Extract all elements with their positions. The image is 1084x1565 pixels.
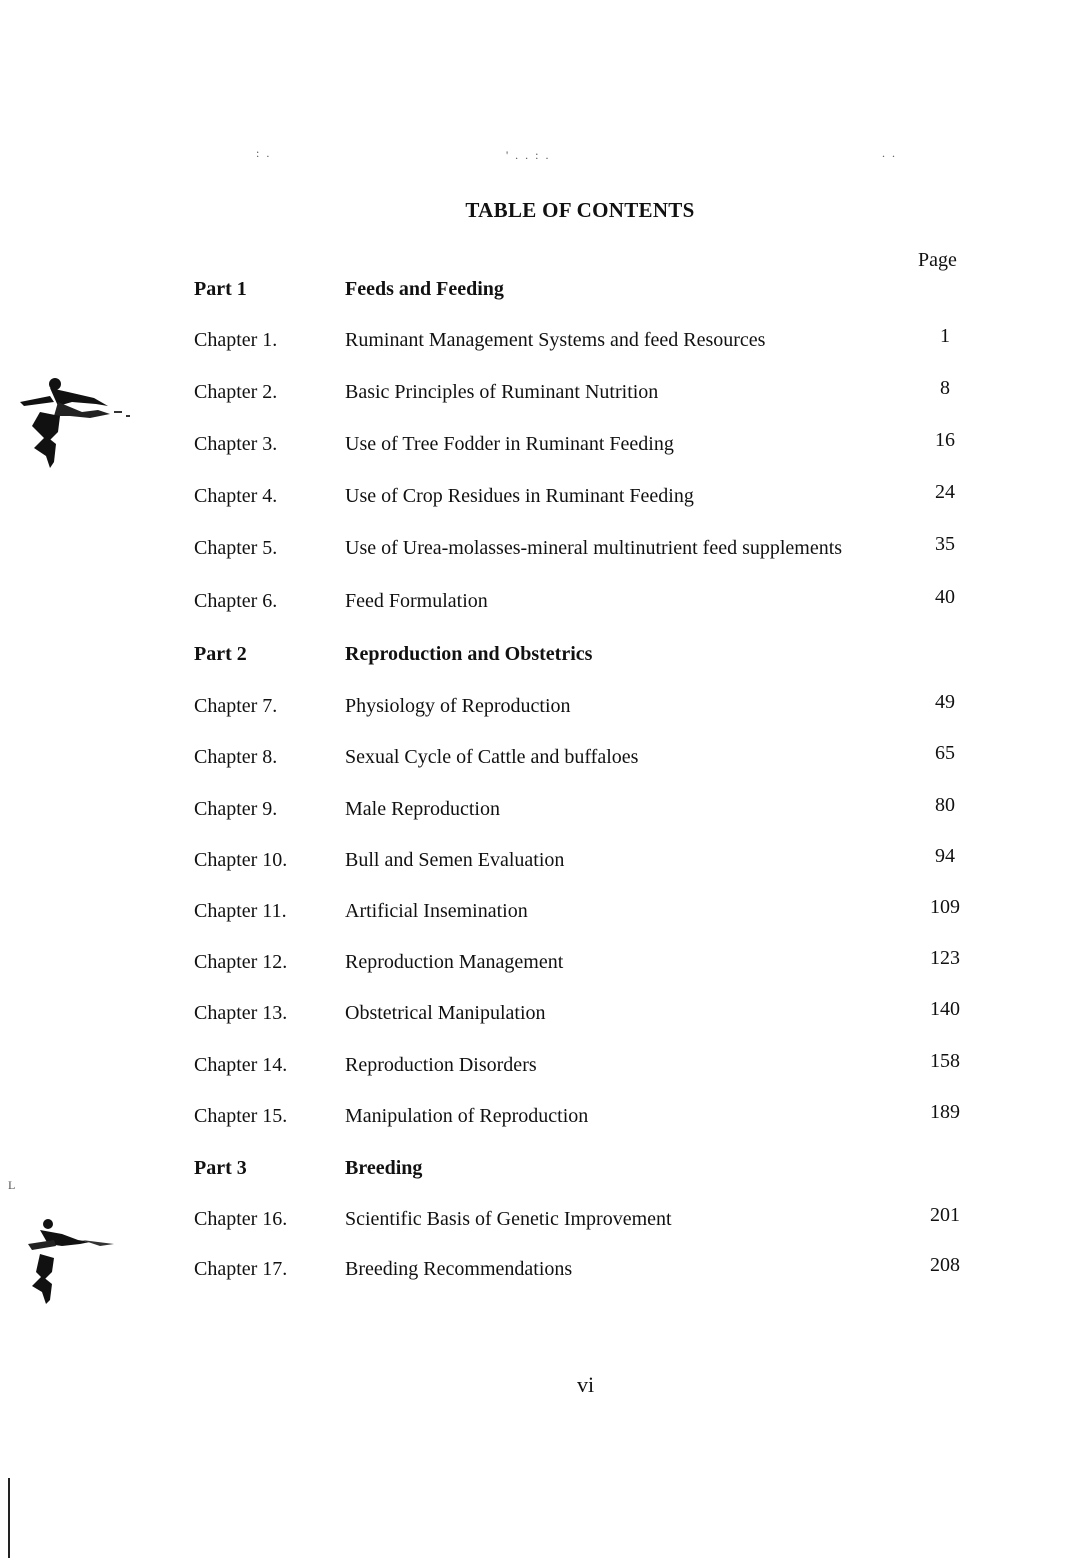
toc-chapter-row xyxy=(0,429,1084,463)
page-number: 158 xyxy=(930,1050,960,1072)
part-label: Part 2 xyxy=(194,643,247,665)
page-number: 49 xyxy=(935,691,955,713)
chapter-title: Use of Crop Residues in Ruminant Feeding xyxy=(345,485,694,507)
toc-chapter-row xyxy=(0,325,1084,359)
scan-speck: . . xyxy=(882,146,897,160)
chapter-label: Chapter 16. xyxy=(194,1208,288,1230)
chapter-title: Physiology of Reproduction xyxy=(345,695,571,717)
chapter-title: Use of Urea-molasses-mineral multinutrient feed supplements xyxy=(345,537,843,559)
chapter-title: Obstetrical Manipulation xyxy=(345,1002,546,1024)
chapter-label: Chapter 17. xyxy=(194,1258,288,1280)
chapter-label: Chapter 9. xyxy=(194,798,278,820)
page-number: 140 xyxy=(930,998,960,1020)
toc-chapter-row xyxy=(0,1101,1084,1135)
part-title: Breeding xyxy=(345,1157,423,1179)
chapter-title: Reproduction Management xyxy=(345,951,564,973)
page-number: 40 xyxy=(935,586,955,608)
chapter-label: Chapter 10. xyxy=(194,849,288,871)
part-label: Part 1 xyxy=(194,278,247,300)
chapter-label: Chapter 7. xyxy=(194,695,278,717)
chapter-label: Chapter 8. xyxy=(194,746,278,768)
part-label: Part 3 xyxy=(194,1157,247,1179)
toc-part-row xyxy=(0,278,1084,308)
toc-chapter-row xyxy=(0,1254,1084,1288)
chapter-label: Chapter 3. xyxy=(194,433,278,455)
page-footer-number: vi xyxy=(577,1372,595,1397)
toc-part-row xyxy=(0,1157,1084,1187)
toc-chapter-row xyxy=(0,1204,1084,1238)
chapter-title: Ruminant Management Systems and feed Resources xyxy=(345,329,766,351)
chapter-title: Scientific Basis of Genetic Improvement xyxy=(345,1208,672,1230)
page-number: 94 xyxy=(935,845,955,867)
page-number: 123 xyxy=(930,947,960,969)
scan-speck: : . xyxy=(256,146,272,160)
scan-speck: L xyxy=(8,1178,18,1192)
chapter-label: Chapter 4. xyxy=(194,485,278,507)
chapter-title: Basic Principles of Ruminant Nutrition xyxy=(345,381,659,403)
chapter-label: Chapter 5. xyxy=(194,537,278,559)
toc-chapter-row xyxy=(0,481,1084,515)
chapter-title: Manipulation of Reproduction xyxy=(345,1105,589,1127)
page-number: 35 xyxy=(935,533,955,555)
chapter-title: Use of Tree Fodder in Ruminant Feeding xyxy=(345,433,674,455)
chapter-label: Chapter 2. xyxy=(194,381,278,403)
part-title: Feeds and Feeding xyxy=(345,278,504,300)
page-number: 65 xyxy=(935,742,955,764)
toc-chapter-row xyxy=(0,998,1084,1032)
toc-chapter-row xyxy=(0,533,1084,567)
toc-part-row xyxy=(0,643,1084,673)
flying-figure-icon xyxy=(10,372,136,472)
toc-chapter-row xyxy=(0,794,1084,828)
chapter-label: Chapter 1. xyxy=(194,329,278,351)
page-number: 1 xyxy=(940,325,950,347)
toc-chapter-row xyxy=(0,896,1084,930)
chapter-label: Chapter 13. xyxy=(194,1002,288,1024)
chapter-label: Chapter 14. xyxy=(194,1054,288,1076)
chapter-title: Sexual Cycle of Cattle and buffaloes xyxy=(345,746,639,768)
toc-chapter-row xyxy=(0,691,1084,725)
chapter-label: Chapter 12. xyxy=(194,951,288,973)
chapter-title: Feed Formulation xyxy=(345,590,488,612)
toc-chapter-row xyxy=(0,377,1084,411)
page-number: 208 xyxy=(930,1254,960,1276)
chapter-label: Chapter 11. xyxy=(194,900,287,922)
scan-speck: ' . . : . xyxy=(506,148,551,162)
scan-margin-line xyxy=(8,1478,10,1558)
page-number: 8 xyxy=(940,377,950,399)
part-title: Reproduction and Obstetrics xyxy=(345,643,593,665)
toc-chapter-row xyxy=(0,845,1084,879)
page-number: 189 xyxy=(930,1101,960,1123)
page-number: 16 xyxy=(935,429,955,451)
chapter-label: Chapter 6. xyxy=(194,590,278,612)
page-number: 201 xyxy=(930,1204,960,1226)
toc-chapter-row xyxy=(0,947,1084,981)
chapter-label: Chapter 15. xyxy=(194,1105,288,1127)
toc-chapter-row xyxy=(0,1050,1084,1084)
chapter-title: Reproduction Disorders xyxy=(345,1054,537,1076)
page-column-header: Page xyxy=(918,249,957,271)
chapter-title: Male Reproduction xyxy=(345,798,500,820)
page-title: TABLE OF CONTENTS xyxy=(465,198,695,222)
flying-figure-icon xyxy=(18,1210,122,1306)
toc-chapter-row xyxy=(0,586,1084,620)
page-number: 80 xyxy=(935,794,955,816)
page-number: 24 xyxy=(935,481,955,503)
chapter-title: Breeding Recommendations xyxy=(345,1258,573,1280)
chapter-title: Bull and Semen Evaluation xyxy=(345,849,565,871)
chapter-title: Artificial Insemination xyxy=(345,900,528,922)
page-number: 109 xyxy=(930,896,960,918)
toc-chapter-row xyxy=(0,742,1084,776)
